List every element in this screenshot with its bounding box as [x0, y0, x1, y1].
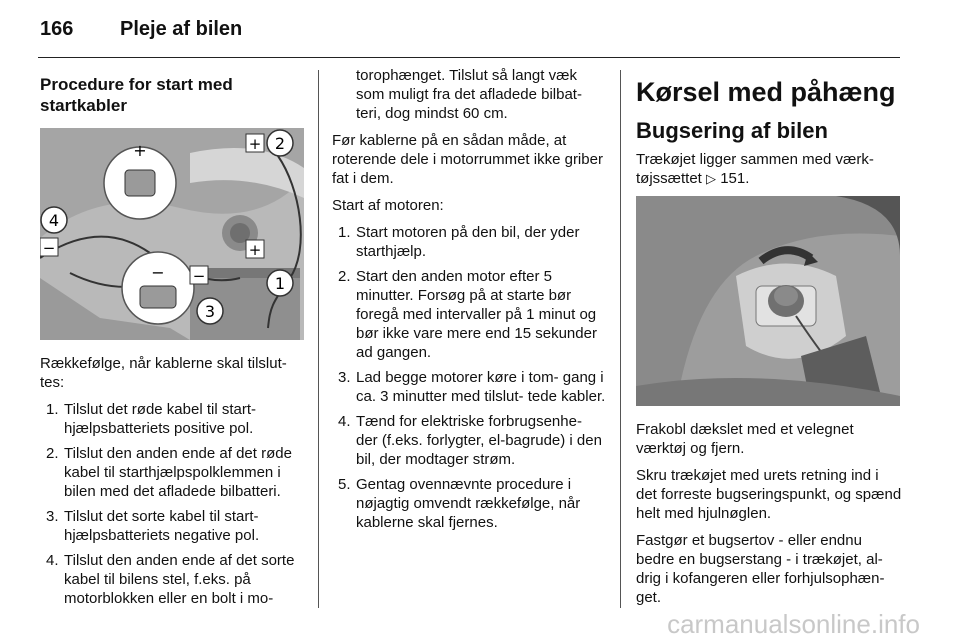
connect-steps-list — [40, 400, 306, 608]
jump-start-illustration — [40, 128, 304, 340]
section-heading-jump-start: Procedure for start med startkabler — [40, 75, 233, 115]
list-item — [332, 223, 607, 261]
step-number: 1. — [338, 224, 351, 241]
column-divider-1 — [318, 70, 319, 608]
column-divider-2 — [620, 70, 621, 608]
step-text: Tilslut det sorte kabel til start- hjælpsbatteriets negative pol. — [64, 508, 260, 544]
remove-cover-paragraph: Frakobl dækslet med et velegnet værktøj og fjern. — [636, 421, 854, 457]
watermark: carmanualsonline.info — [667, 609, 920, 639]
header-rule — [38, 57, 900, 58]
tow-eye-location-text: Trækøjet ligger sammen med værk- tøjssættet — [636, 151, 874, 187]
step-number: 4. — [338, 413, 351, 430]
figure-plus-box-top: + — [248, 135, 262, 153]
list-item — [40, 400, 306, 438]
list-item — [332, 412, 607, 469]
chapter-heading: Kørsel med påhæng — [636, 77, 896, 107]
step-number: 2. — [46, 445, 59, 462]
list-item — [332, 368, 607, 406]
step-number: 2. — [338, 268, 351, 285]
page-reference-icon: ▷ — [706, 171, 717, 186]
figure-callout-1: 1 — [274, 274, 286, 293]
figure-callout-3: 3 — [204, 302, 216, 321]
step-text: Lad begge motorer køre i tom- gang i ca. 3 minutter med tilslut- tede kabler. — [356, 369, 606, 405]
figure-minus-box-bottom: − — [192, 267, 206, 285]
step-text: Start motoren på den bil, der yder starthjælp. — [356, 224, 580, 260]
attach-tow-rope-paragraph: Fastgør et bugsertov - eller endnu bedre en bugserstang - i trækøjet, al- drig i kofangeren eller forhjulsophæn- get. — [636, 532, 885, 606]
step-number: 3. — [46, 508, 59, 525]
figure-plus-label-top: + — [133, 141, 147, 160]
figure-minus-box-left: − — [42, 239, 56, 257]
towing-eye-illustration — [636, 196, 900, 406]
column-1 — [40, 74, 306, 616]
step-text: Tilslut det røde kabel til start- hjælpsbatteriets positive pol. — [64, 401, 257, 437]
figure-callout-2: 2 — [274, 134, 286, 153]
start-engine-intro: Start af motoren: — [332, 197, 444, 214]
figure-minus-label-center: − — [151, 263, 165, 282]
step-text: Gentag ovennævnte procedure i nøjagtig omvendt rækkefølge, når kablerne skal fjernes. — [356, 476, 581, 531]
step-number: 3. — [338, 369, 351, 386]
screw-in-paragraph: Skru trækøjet med urets retning ind i det forreste bugseringspunkt, og spænd helt med hjulnøglen. — [636, 467, 902, 522]
figure-plus-box-right: + — [248, 241, 262, 259]
step-text: Start den anden motor efter 5 minutter. Forsøg på at starte bør foregå med intervaller på 1 minut og bør ikke vare mere end 15 sekunder ad gangen. — [356, 268, 597, 361]
list-item — [332, 267, 607, 362]
step-text: Tænd for elektriske forbrugsenhe- der (f.eks. forlygter, el-bagrude) i den bil, der modtager strøm. — [356, 413, 602, 468]
list-item — [332, 475, 607, 532]
list-item — [40, 444, 306, 501]
page-reference[interactable]: 151. — [720, 170, 750, 187]
page-header-title: Pleje af bilen — [120, 18, 243, 40]
sequence-intro: Rækkefølge, når kablerne skal tilslut- tes: — [40, 355, 287, 391]
step-text: Tilslut den anden ende af det sorte kabel til bilens stel, f.eks. på motorblokken eller en bolt i mo- — [64, 552, 295, 607]
list-item — [40, 551, 306, 608]
column-2 — [332, 66, 607, 540]
figure-callout-4: 4 — [48, 211, 60, 230]
section-heading-towing: Bugsering af bilen — [636, 118, 828, 143]
step-number: 5. — [338, 476, 351, 493]
step-text: Tilslut den anden ende af det røde kabel til starthjælpspolklemmen i bilen med det afladede bilbatteri. — [64, 445, 292, 500]
step-4-continuation: torophænget. Tilslut så langt væk som muligt fra det afladede bilbat- teri, dog mindst 60 cm. — [356, 67, 582, 122]
column-3 — [636, 76, 902, 615]
start-steps-list — [332, 223, 607, 532]
step-number: 1. — [46, 401, 59, 418]
step-number: 4. — [46, 552, 59, 569]
page-number: 166 — [40, 18, 74, 40]
list-item — [40, 507, 306, 545]
tow-eye-location-paragraph — [636, 150, 902, 188]
cable-routing-paragraph: Før kablerne på en sådan måde, at roterende dele i motorrummet ikke griber fat i dem. — [332, 132, 603, 187]
